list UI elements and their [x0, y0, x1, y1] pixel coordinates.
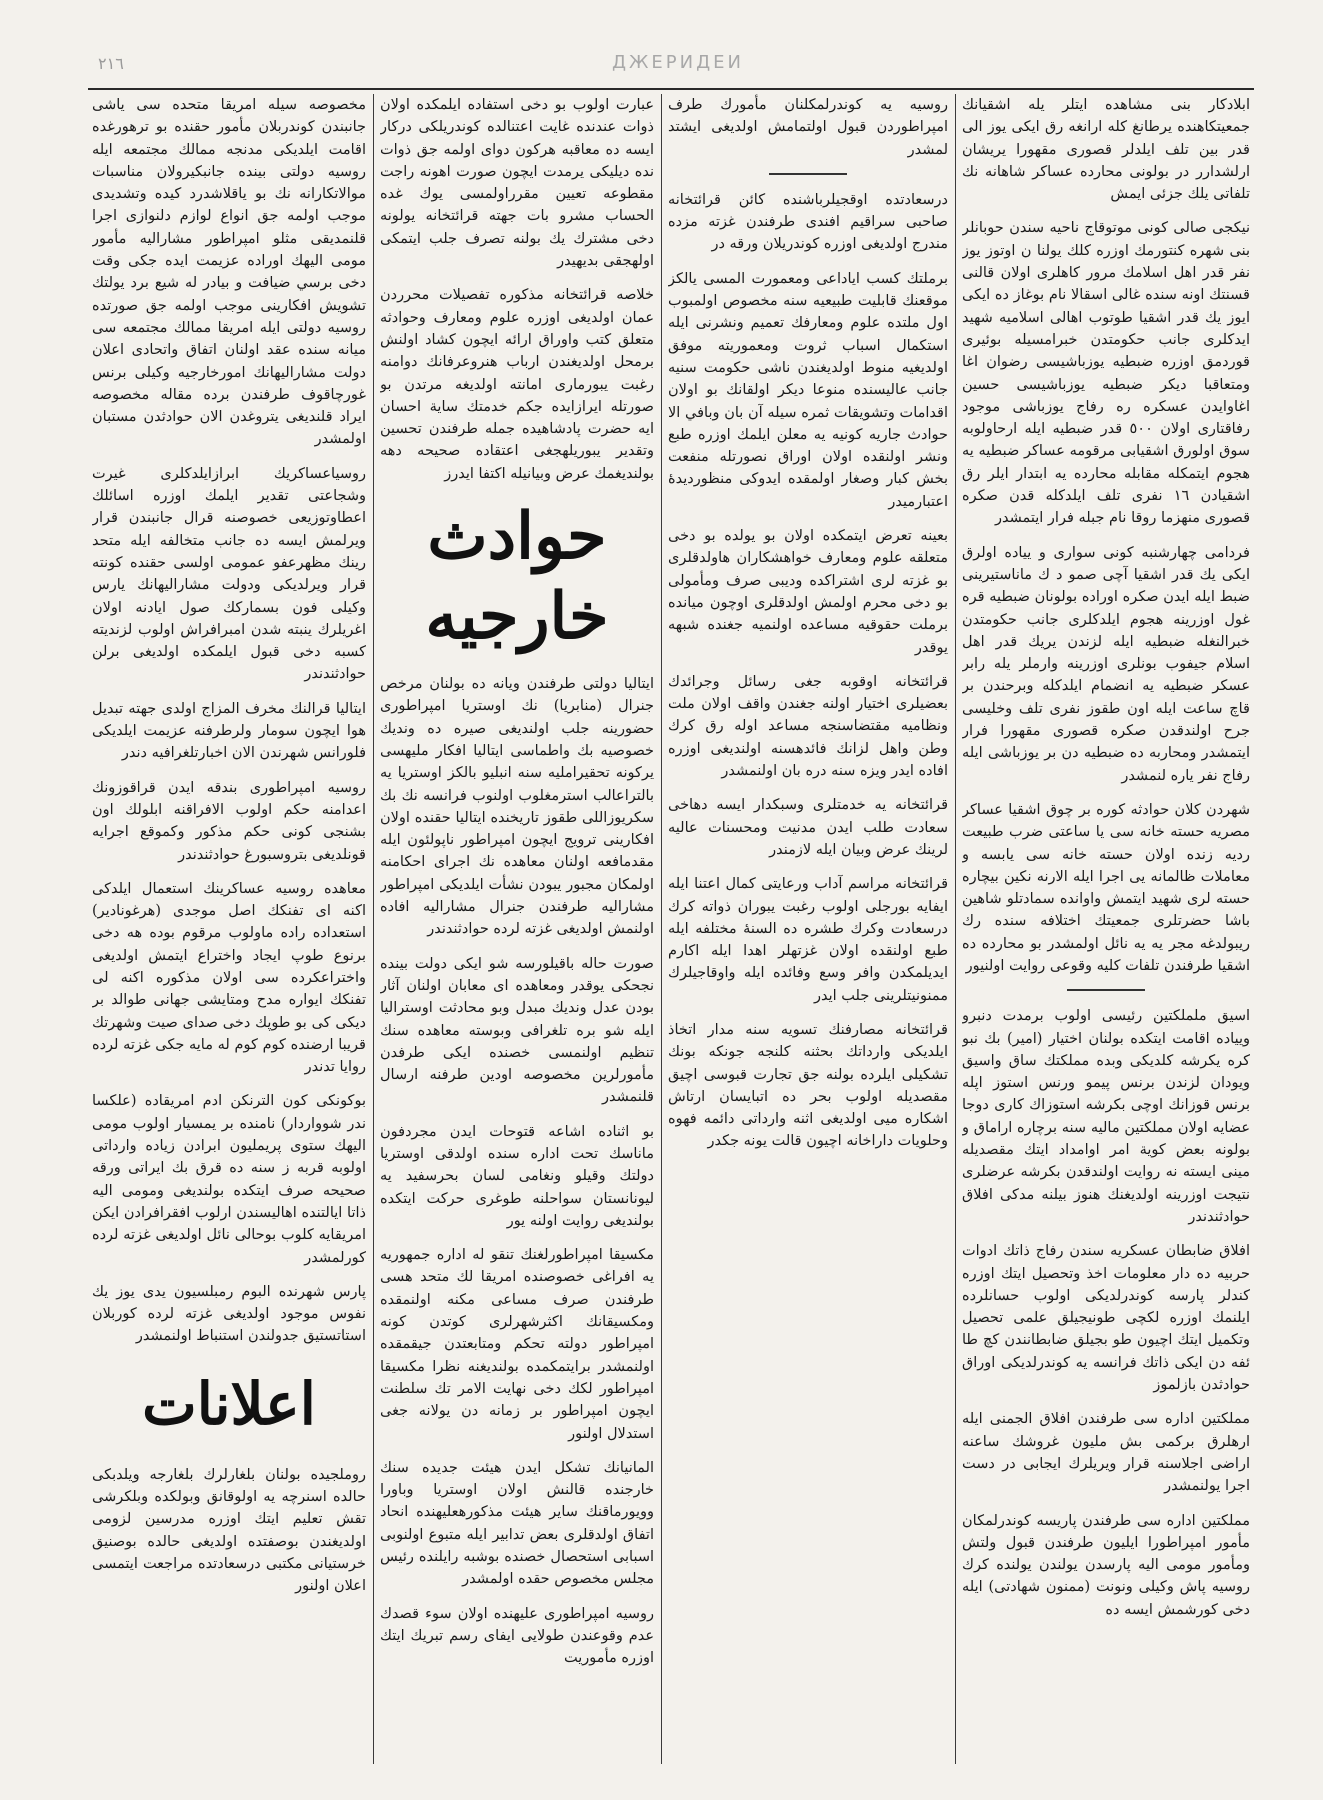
- article-paragraph: بعينه تعرض ايتمكده اولان بو يولده بو دخی متعلقه علوم ومعارف خواهشكاران هاولدقلری بو غزته لری اشتراكده وديبی صرف ومأمولی بو دخی محرم اولمش اولدقلری اوچون ميانده برملت حقوقيه مساعده اولنميه جغنده شبهه يوقدر: [668, 528, 948, 656]
- newspaper-page: [88, 50, 1254, 1770]
- article-paragraph: معاهده روسيه عساكرينك استعمال ايلدكی اكنه ای تفنكك اصل موجدی (هرغونادير) استعداده راده ماولوب مرقوم بوده هه دخی برنوع طوپ ايجاد واختراع ايتمش اولديغی واختراعكرده سی اولان مذكوره اكنه لی تفنكك ايواره مدح ومتايشی جهانی طوالد بر ديكی كی بو طوپك دخی صدای صيت وشهرتك قريبا ارضنده كوم كوم له مايه جكی غزته لرده روايا تدندر: [92, 880, 366, 1076]
- article-paragraph: نيكجی صالی كونی موتوقاج ناحيه سندن حوبانلر بنی شهره كنتورمك اوزره كلك يولنا ن اوتوز يوز نفر قدر اهل اسلامك مرور كاهلری اولان قالنی قسنتك اونه سنده غالی اسقالا نام بوغاز ده ايكی ايوز يك قدر اشقيا طوتوب اهالی اسلاميه شهيد ايدكلری جانب حكومتدن خبرامسيله بوئيرى قوردمق اوزره ضبطيه يوزباشيسی رضوان اغا ومتعاقبا ديكر ضبطيه يوزباشيسی حسين اغاوايدن عسكره ره رفاج يوزباشی موجود رفاقتاری اولان ٥٠٠ قدر ضبطيه ايله ارحاولوبه سوق اولورق اشقيابی مرقومه عساكر ضبطيه يه هجوم ايتمكله مقابله محارده يه ابتدار ايلر رق اشقيادن ١٦ نفری تلف ايلدكله قدن صكره قصوری منهزما روقا نام جبله فرار ايتمشدر: [962, 220, 1250, 527]
- section-title-foreign-news: حوادث خارجيه: [425, 499, 609, 655]
- section-title-announcements: اعلانات: [142, 1369, 316, 1438]
- article-paragraph: مملكتين اداره سی طرفندن افلاق الجمنی ايله ارهلرق بركمی بش مليون غروشك ساعنه اراضی اجلاسنه قرار ويريلرك ايجابی در دست اجرا يولنمشدر: [962, 1411, 1250, 1495]
- article-paragraph: روسيه يه كوندرلمكلنان مأمورك طرف امپراطوردن قبول اولتمامش اولديغی ايشتد لمشدر: [668, 97, 948, 158]
- article-paragraph: مخصوصه سيله امريقا متحده سی ياشی جانبندن كوندربلان مأمور حقنده بو ترهورغده اقامت ايلديكی مدنجه ممالك مجتمعه ايله روسيه دولتی بينده جانبكيرولان مناسبات موالاتكارانه نك بو ياقلاشدرد كيده وتشديدی موجب اولمه جق انواع لوازم دلنوازی اجرا قلنمديقی مثلو امپراطور مشارالیه مأمور مومی الیهك اوراده عزيمت ايده جكی وقت دخی برسي ضيافت و بيادر له شيع برد يولتك تشويش افكارينی موجب اولمه جق صورتده روسيه دولتی ايله امريقا ممالك مجتمعه سی ميانه سنده عقد اولنان اتفاق واتحادی اعلان دولت مشارالیهانك امورخارجيه وكيلی برنس غورچاقوف طرفندن برده مقاله مخصوصه ايراد قلنديغی يتروغدن الان حوادثدن مستبان اولمشدر: [92, 97, 366, 448]
- page-header: [88, 50, 1254, 90]
- article-paragraph: اسيق ململكتين رئيسی اولوب برمدت دنبرو ويياده اقامت ايتكده بولنان اختيار (امير) بك نبو كره يكرشه كلديكی وبده مملكتك ساق واسيق ويودان لزندن برنس پيمو ورنس استوز اپله برنس قوزانك اوچی بكرشه استوزاك كاری دوجا عضايه اولان مملكتين ماليه سنه برچاره اراماق و بولونه بعض كوية امر اوامداد ايتك مقصديله مينی ايسته نه روايت اولندقدن بكرشه عرضلری نتيجت اوزرينه اولديغنك هنوز بيلنه مدكی افلاق حوادثندندر: [962, 1008, 1250, 1225]
- column-4-left: [92, 94, 366, 1764]
- article-paragraph: قرائتخانه يه خدمتلری وسبكدار ايسه دهاخی سعادت طلب ايدن مدنيت ومحسنات عاليه لرينك عرض وبيان ايله لازمندر: [668, 797, 948, 858]
- article-paragraph: قرائتخانه مراسم آداب ورعايتی كمال اعتنا ايله ايفايه بورجلی اولوب رغبت يبوران ذواته كرك درسعادت وكرك طشره ده السنهٔ مختلفه ايله طبع اولنقده اولان غزتهلر اهدا ايله اكارم ايديلمكدن وافر وسع وفائده ايله واوقاجيلرك ممنونيتلرينی جلب ايدر: [668, 876, 948, 1004]
- article-paragraph: درسعادتده اوقجيلرباشنده كائن قرائتخانه صاحبی سراقيم افندی طرفندن غزته مزده مندرج اولديغی اوزره كوندريلان ورقه در: [668, 191, 948, 253]
- article-paragraph: صورت حاله باقيلورسه شو ايكی دولت بينده نجحكی يوقدر ومعاهده ای معابان اولنان آثار بودن عدل ونديك مبدل وبو محادثت اوستراليا ايله شو بره تلغرافی وبوسته معاهده سنك تنظيم اولنمسی خصنده ايكی طرفدن مأمورلرين مخصوصه اودين طرفنه ارسال قلنمشدر: [380, 955, 654, 1106]
- masthead-bleed: ДЖЕРИДЕИ: [611, 52, 745, 73]
- article-paragraph: بوكونكی كون الترنكن ادم امريقاده (علكسا ندر شوواردار) نامنده بر يمسيار اولوب مومی اليهك ستوی پريمليون ابرادن زياده وارداتی اولوبه قربه ز سنه ده قرق بك ايراتی ورقه صحيحه صرف ايتكده بولنديغی ومومی اليه ذاتا ايالتنده اهاليسندن ارلوب افقرافرادن ايكن امريقايه كلوب بوحالی نائل اولديغی غزته لرده كورلمشدر: [92, 1093, 366, 1266]
- article-paragraph: روسيه امپراطوری عليهنده اولان سوء قصدك عدم وقوعندن طولايی ايفای رسم تبريك ايتك اوزره مأموريت: [380, 1605, 654, 1667]
- article-paragraph: خلاصه قرائتخانه مذكوره تفصيلات محرردن عمان اولديغی اوزره علوم ومعارف وحوادثه متعلق كتب واوراق ارائه ايچون كشاد اولنش برمحل اولديغندن ارباب هنروعرفانك دوامنه رغبت يبورماری امانته اولديغه مرتدن بو صورتله ايرازايده جكم خدمتك ساية احسان ايه حضرت پادشاهيده جمله طرفندن تحسين وتقدير يبوريلهجغی اعتقاده صحيحه دهه بولنديغمك عرض وبيانيله اكتفا ايدرز: [380, 287, 654, 482]
- article-paragraph: روسيه امپراطوری بندقه ايدن قراقوزونك اعدامنه حكم اولوب الافراقنه ابلولك اون بشنجی كونی حكم مذكور وكموقع اجرايه قونلديغی بتروسبورغ حوادثندندر: [92, 779, 366, 863]
- column-rule: [661, 94, 662, 1764]
- article-paragraph: قرائتخانه مصارفنك تسويه سنه مدار اتخاذ ايلديكی وارداتك بحثنه كلنجه جونكه بونك تشكيلی ايلرده بولنه جق تجارت قبوسی اچيق مقصديله اولوب بحر ده اتبايسان ارتاش اشكاره ميی اولديغی اثنه وارداتی دائمه فهوه وحلويات داراخانه اچيون قالت يونه جكدر: [668, 1021, 948, 1150]
- article-paragraph: شهردن كلان حوادثه كوره بر چوق اشقيا عساكر مصريه حسته خانه سی يا ساعتی ضرب طبيعت رديه زنده اولان حسته خانه سی يابسه و معاملات ظالمانه يی اجرا ايله الارنه نكين بيچاره حسته لری شهيد ايتمش واوانده سمادتلو شاهين باشا حضرتلری جمعيتك اختلافه سنده رك ريبولدغه مجر يه يه نائل اولمشدر بو محارده ده اشقيا طرفندن تلفات كليه وقوعی روايت اولنيور: [962, 801, 1250, 974]
- article-paragraph: ابلادكار بنی مشاهده ايتلر يله اشقيانك جمعيتكاهنده يرطانغ كله ارانغه رق ايكی يوز الی قدر بين تلف ايلدلر قصوری مقهورا يريشان ارلشدارر در بولونی محارده عساكر شاهانه نك تلفاتی يلك جزئی ايمش: [962, 97, 1250, 203]
- article-paragraph: روسياعساكريك ابرازايلدكلری غيرت وشجاعتی تقدير ايلمك اوزره اسائلك اعطاوتوزيعی خصوصنه قرال جانبندن قرار ويرلمش ايسه ده جانب متخالفه ايله متحد رينك مظهرعفو عمومی اولسی حقنده كونته قرار ويرلديكی ودولت مشارالیهانك يارس وكيلی فون بسماركك صول ايادنه اولان اغريلرك ينبته شدن امبرافراش اولوب لزنديته كسبه دخی قبول ايلمكده اولديغی برلن حوادثندندر: [92, 465, 366, 683]
- article-paragraph: ايتاليا قرالنك مخرف المزاج اولدی جهته تبديل هوا ايچون سومار ولرطرفنه عزيمت ايلديكی فلورانس شهرندن الان اخبارتلغرافيه دندر: [92, 700, 366, 762]
- article-paragraph: عبارت اولوب بو دخی استفاده ايلمكده اولان ذوات عندنده غايت اعتنالده كوندريلكی دركار ايسه ده معاقبه هركون دوای اولمه جق ذوات نده ديليكی يرمدت ايچون صورت اهونه راجت مقطوعه تعيين مقرراولمسی يوك غده الحساب مشرو بات جهته قرائتخانه يولونه دخی مشترك يك بولنه تصرف جلب ايتمكی اولهجقی بديهيدر: [380, 97, 654, 270]
- article-paragraph: افلاق ضابطان عسكريه سندن رفاج ذاتك ادوات حربيه ده دار معلومات اخذ وتحصيل ايتك اوزره كندلر پارسه كوندرلديكی اولوب حسانلرده ايلنمك اوزره لكچی طونيجيلق علمی تحصيل وتكميل ايتك اچيون طو بجيلق ضابطانندن كچ طا ئفه دن ايكی ذاتك فرانسه يه كوندرلديكی اوراق حوادثدن بازلموز: [962, 1243, 1250, 1394]
- section-divider: [1067, 989, 1145, 991]
- page-number: ٢١٦: [98, 54, 124, 73]
- article-paragraph: روملجيده بولنان بلغارلرك بلغارجه ويلدبكی حالده اسنرچه يه اولوقانق وبولكده وبلكرشی تقش تعليم ايتك اوزره مدرسين لزومی اولديغندن بوصفتده اولديغی حالده بوصنيق خرستيانی مكتبی درسعادتده مراجعت ايتمسی اعلان اولنور: [92, 1466, 366, 1595]
- article-paragraph: ايتاليا دولتی طرفندن ويانه ده بولنان مرخص جنرال (منابريا) نك اوستريا امپراطوری حضورينه جلب اولنديغی صيره ده ونديك خصوصيه بك واطماسی ايتاليا افكار مليهسی يركونه تحقيرامليه سنه انبليو بالكز اوستريا يه بالتراعالب استرمغلوب اولنوب فرانسه نك بك سكريوزاللی طقوز تاريخنده ايتاليا حقنده اولان افكارينی ترويج ايچون امپراطور ناپولئون ايله مقدمافعه اولنان معاهده نك اجرای احكامنه اولمكان مجبور يبودن نشأت ايلديكی امپراطور مشارالیه طرفندن جنرال مشارالیه افاده اولنمش اولديغی غزته لرده حوادثندندر: [380, 676, 654, 938]
- column-3: [380, 94, 654, 1764]
- column-rule: [955, 94, 956, 1764]
- article-paragraph: قرائتخانه اوقوبه جغی رسائل وجرائدك بعضيلری اختيار اولنه جغندن واقف اولان ملت ونظاميه مقتضاسنجه مساعد اوله رق كرك وطن واهل لزانك فائدهسنه اولنديغی اوزره افاده ايدر ويزه سنه دره بان اولنمشدر: [668, 673, 948, 780]
- article-paragraph: المانيانك تشكل ايدن هيئت جديده سنك خارجنده قالنش اولان اوستريا وباورا وويورماقنك ساير هيئت مذكورهعليهنده انحاد اتفاق اولدقلری بعض تدابير ايله متبوع اولنوبی اسبابی استحصال خصنده بوشبه رايلنده رئيس مجلس مخصوص حقده اولمشدر: [380, 1459, 654, 1588]
- article-paragraph: مملكتين اداره سی طرفندن پاريسه كوندرلمكان مأمور امپراطورا ايليون طرفندن قبول ولتش ومأمور مومی اليه پارسدن يولندن يولنده كرك روسيه پاش وكيلی ونونت (ممنون شهادتی) ايله دخی كورشمش ايسه ده: [962, 1512, 1250, 1618]
- article-paragraph: فردامی چهارشنبه كونی سواری و يياده اولرق ايكی يك قدر اشقيا آچی صمو د ك ماناستيرينی ضبط ايله ايدن صكره اوراده بولونان ضبطيه قره غول اوزرينه هجوم ايلدكلری جانب حكومتدن خبرالنغله ضبطيه ايله لزندن يريك قدر اهل اسلام جيفوب بونلری اوزرينه وارملر يله رابر عسكر ضبطيه يه انضمام ايلدكله وبرحندن بر قاچ ساعت ايله اون طقوز نفری تلف وخليسی جرح اولندقدن صكره قصوری مقهورا فرار ايتمشدر ومحاربه ده ضبطيه دن بر يوزباشی ايله رفاج نفر ياره لنمشدر: [962, 544, 1250, 784]
- article-paragraph: پارس شهرنده البوم رمبلسيون يدی يوز يك نفوس موجود اولديغی غزته لرده كوربلان استاتستيق جدولندن استنباط اولنمشدر: [92, 1283, 366, 1345]
- column-rule: [373, 94, 374, 1764]
- article-paragraph: بو اثناده اشاعه قتوحات ايدن مجردفون ماناسك تحت اداره سنده اولدقی اوستريا دولتك وقيلو ونغامی لسان بحرسفيد يه ليونانستان سواحلنه طوغری حركت ايتكده بولنديغی روايت اولنه يور: [380, 1123, 654, 1229]
- article-paragraph: برملتك كسب اياداعی ومعمورت المسی يالكز موقعنك قابليت طبيعيه سنه مخصوص اولمبوب اول ملتده علوم ومعارفك تعميم ونشرنی ايله استكمال اسباب ثروت ومعموريته موفق اولديغيه منوط اولديغندن ناشی حكومت سنيه جانب عاليسنده منوعا ديكر اولقانك بو اولان اقدامات وتشويقات ثمره سيله آن بان وبافي الا حوادث جاريه كونيه يه معلن ايلمك اوزره طبع ونشر اولنقده اولان اوراق نصورتله منفعت بخش كبار وصغار اولمقده ايدوكی منظورديدهٔ اعتبارميدر: [668, 270, 948, 510]
- article-paragraph: مكسيقا امپراطورلغنك تنقو له اداره جمهوريه يه افراغی خصوصنده امريقا لك متحد هسی طرفندن صرف مساعی مكنه اولنمقده ومكسيقانك اكثرشهرلری كوتدن كونه امپراطور دولته تحكم ومتابعتدن جيقمقده اولنمشدر برايتمكمده بولنديغنه نظرا مكسيقا امپراطور لكك دخی نهايت الامر تك سلطنت ايچون امپراطور بر زمانه دن يولانه جغی استدلال اولنور: [380, 1247, 654, 1442]
- column-1-right: [962, 94, 1250, 1764]
- column-2: [668, 94, 948, 1764]
- section-divider: [769, 173, 847, 175]
